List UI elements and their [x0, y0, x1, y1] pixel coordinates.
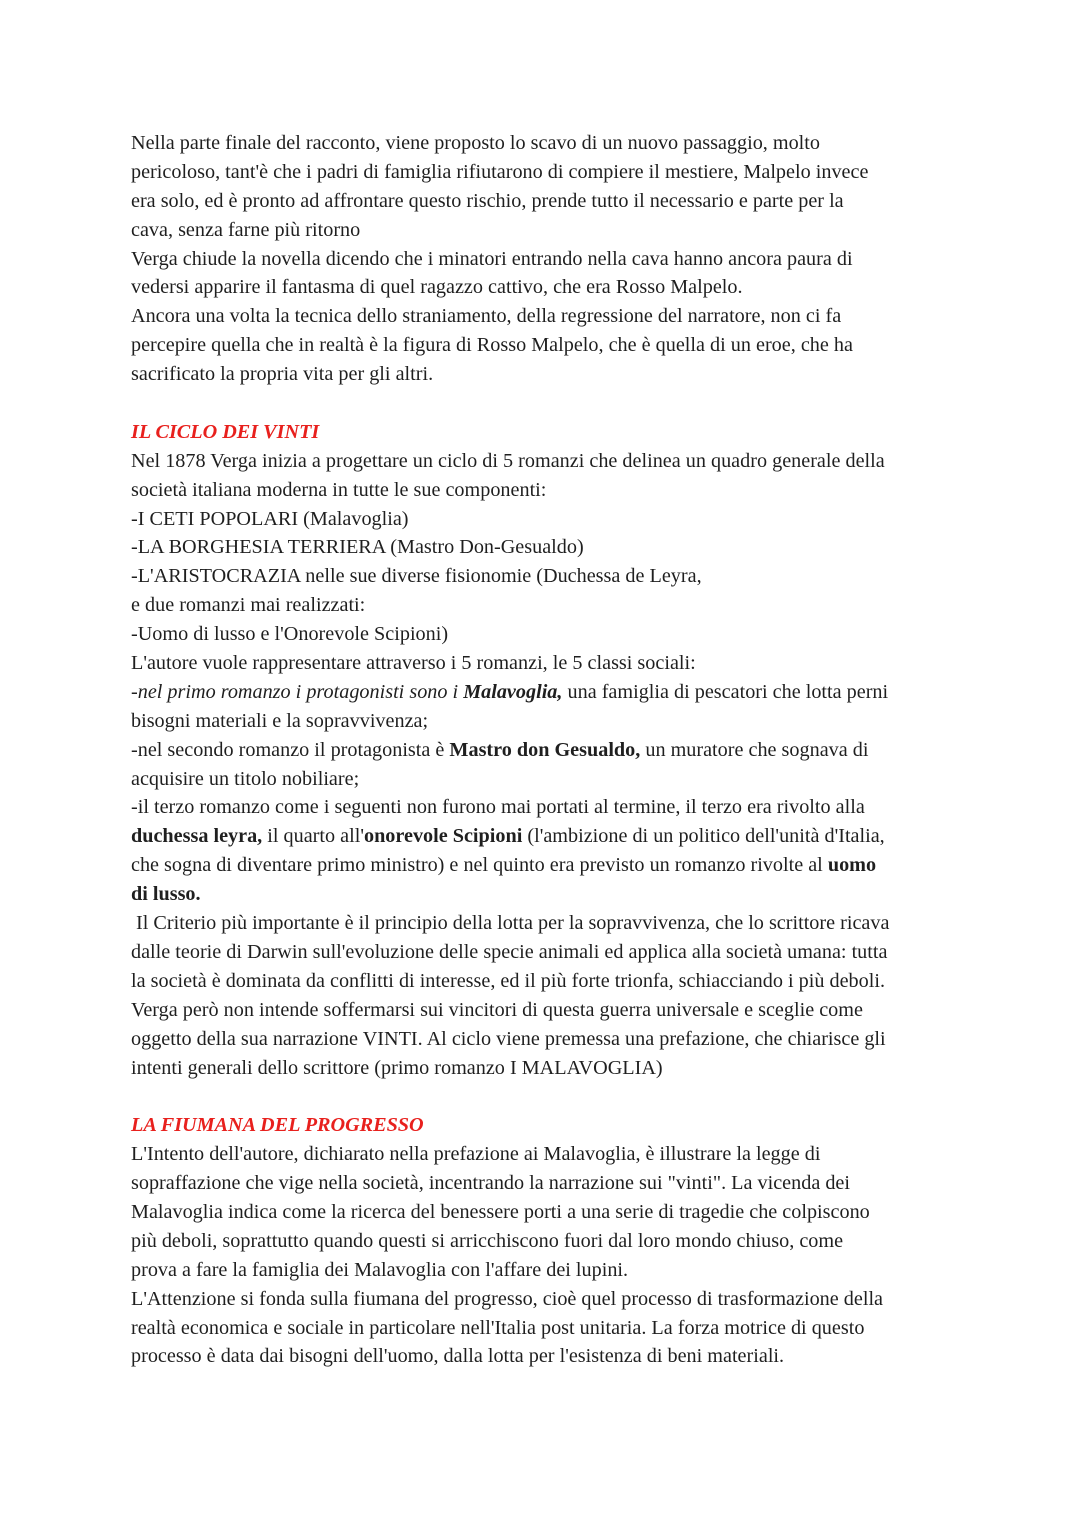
text-line: cava, senza farne più ritorno	[131, 218, 361, 241]
text-line: era solo, ed è pronto ad affrontare questo rischio, prende tutto il necessario e parte per la	[131, 189, 844, 212]
text-line: e due romanzi mai realizzati:	[131, 594, 366, 617]
text-line: bisogni materiali e la sopravvivenza;	[131, 709, 429, 732]
text-line: acquisire un titolo nobiliare;	[131, 767, 360, 790]
text-line: Verga però non intende soffermarsi sui vincitori di questa guerra universale e sceglie come	[131, 998, 863, 1021]
list-item: -L'ARISTOCRAZIA nelle sue diverse fisionomie (Duchessa de Leyra,	[131, 565, 702, 588]
plain-text: (l'ambizione di un politico dell'unità d'Italia,	[522, 825, 885, 848]
text-line: Nel 1878 Verga inizia a progettare un ciclo di 5 romanzi che delinea un quadro generale della	[131, 449, 885, 472]
text-line	[131, 851, 961, 880]
bold-text: uomo	[827, 854, 877, 877]
text-line: Malavoglia indica come la ricerca del benessere porti a una serie di tragedie che colpiscono	[131, 1200, 870, 1223]
plain-text: -nel secondo romanzo il protagonista è	[131, 738, 450, 761]
text-line: società italiana moderna in tutte le sue componenti:	[131, 478, 547, 501]
text-line: processo è data dai bisogni dell'uomo, dalla lotta per l'esistenza di beni materiali.	[131, 1345, 785, 1368]
list-item: -LA BORGHESIA TERRIERA (Mastro Don-Gesualdo)	[131, 536, 584, 559]
bold-italic-text: Malavoglia,	[463, 680, 563, 703]
bold-text: Mastro don Gesualdo,	[449, 738, 641, 761]
text-line: sopraffazione che vige nella società, incentrando la narrazione sui "vinti". La vicenda dei	[131, 1172, 851, 1195]
paragraph-gap	[131, 1082, 961, 1111]
text-line	[131, 678, 961, 707]
text-line: più deboli, soprattutto quando questi si arricchiscono fuori dal loro mondo chiuso, come	[131, 1229, 844, 1252]
text-line: L'Intento dell'autore, dichiarato nella prefazione ai Malavoglia, è illustrare la legge di	[131, 1143, 821, 1166]
paragraph-gap	[131, 389, 961, 418]
plain-text: un muratore che sognava di	[640, 738, 869, 761]
text-line: percepire quella che in realtà è la figura di Rosso Malpelo, che è quella di un eroe, che ha	[131, 334, 853, 357]
section-ciclo-dei-vinti	[131, 418, 961, 1082]
section-heading: IL CICLO DEI VINTI	[131, 420, 320, 443]
italic-text: -nel primo romanzo i protagonisti sono i	[131, 680, 464, 703]
plain-text: che sogna di diventare primo ministro) e nel quinto era previsto un romanzo rivolte al	[131, 854, 828, 877]
text-line: intenti generali dello scrittore (primo romanzo I MALAVOGLIA)	[131, 1056, 663, 1079]
text-line: L'autore vuole rappresentare attraverso i 5 romanzi, le 5 classi sociali:	[131, 652, 696, 675]
document-page	[131, 129, 961, 1371]
text-line: pericoloso, tant'è che i padri di famiglia rifiutarono di compiere il mestiere, Malpelo invece	[131, 160, 869, 183]
text-line: sacrificato la propria vita per gli altri.	[131, 363, 434, 386]
text-line	[131, 822, 961, 851]
section-fiumana-del-progresso	[131, 1111, 961, 1371]
text-line: prova a fare la famiglia dei Malavoglia con l'affare dei lupini.	[131, 1258, 629, 1281]
plain-text: una famiglia di pescatori che lotta perni	[562, 680, 889, 703]
text-line: la società è dominata da conflitti di interesse, ed il più forte trionfa, schiacciando i più deboli.	[131, 969, 885, 992]
plain-text: il quarto all'	[262, 825, 364, 848]
list-item: -Uomo di lusso e l'Onorevole Scipioni)	[131, 623, 449, 646]
text-line: oggetto della sua narrazione VINTI. Al ciclo viene premessa una prefazione, che chiarisce gli	[131, 1027, 886, 1050]
bold-text: onorevole Scipioni	[363, 825, 523, 848]
text-line: Il Criterio più importante è il principio della lotta per la sopravvivenza, che lo scrittore ricava	[131, 912, 890, 935]
text-line: di lusso.	[131, 883, 201, 906]
text-line: dalle teorie di Darwin sull'evoluzione delle specie animali ed applica alla società umana: tutta	[131, 940, 888, 963]
paragraph-malpelo-ending	[131, 129, 961, 389]
text-line: -il terzo romanzo come i seguenti non furono mai portati al termine, il terzo era rivolto alla	[131, 796, 865, 819]
text-line: Nella parte finale del racconto, viene proposto lo scavo di un nuovo passaggio, molto	[131, 132, 820, 154]
bold-text: duchessa leyra,	[131, 825, 263, 848]
text-line: vedersi apparire il fantasma di quel ragazzo cattivo, che era Rosso Malpelo.	[131, 276, 743, 299]
text-line: realtà economica e sociale in particolare nell'Italia post unitaria. La forza motrice di questo	[131, 1316, 865, 1339]
text-line: L'Attenzione si fonda sulla fiumana del progresso, cioè quel processo di trasformazione della	[131, 1287, 884, 1310]
text-line: Verga chiude la novella dicendo che i minatori entrando nella cava hanno ancora paura di	[131, 247, 853, 270]
text-line	[131, 736, 961, 765]
list-item: -I CETI POPOLARI (Malavoglia)	[131, 507, 409, 530]
section-heading: LA FIUMANA DEL PROGRESSO	[131, 1114, 424, 1137]
text-line: Ancora una volta la tecnica dello straniamento, della regressione del narratore, non ci fa	[131, 305, 842, 328]
